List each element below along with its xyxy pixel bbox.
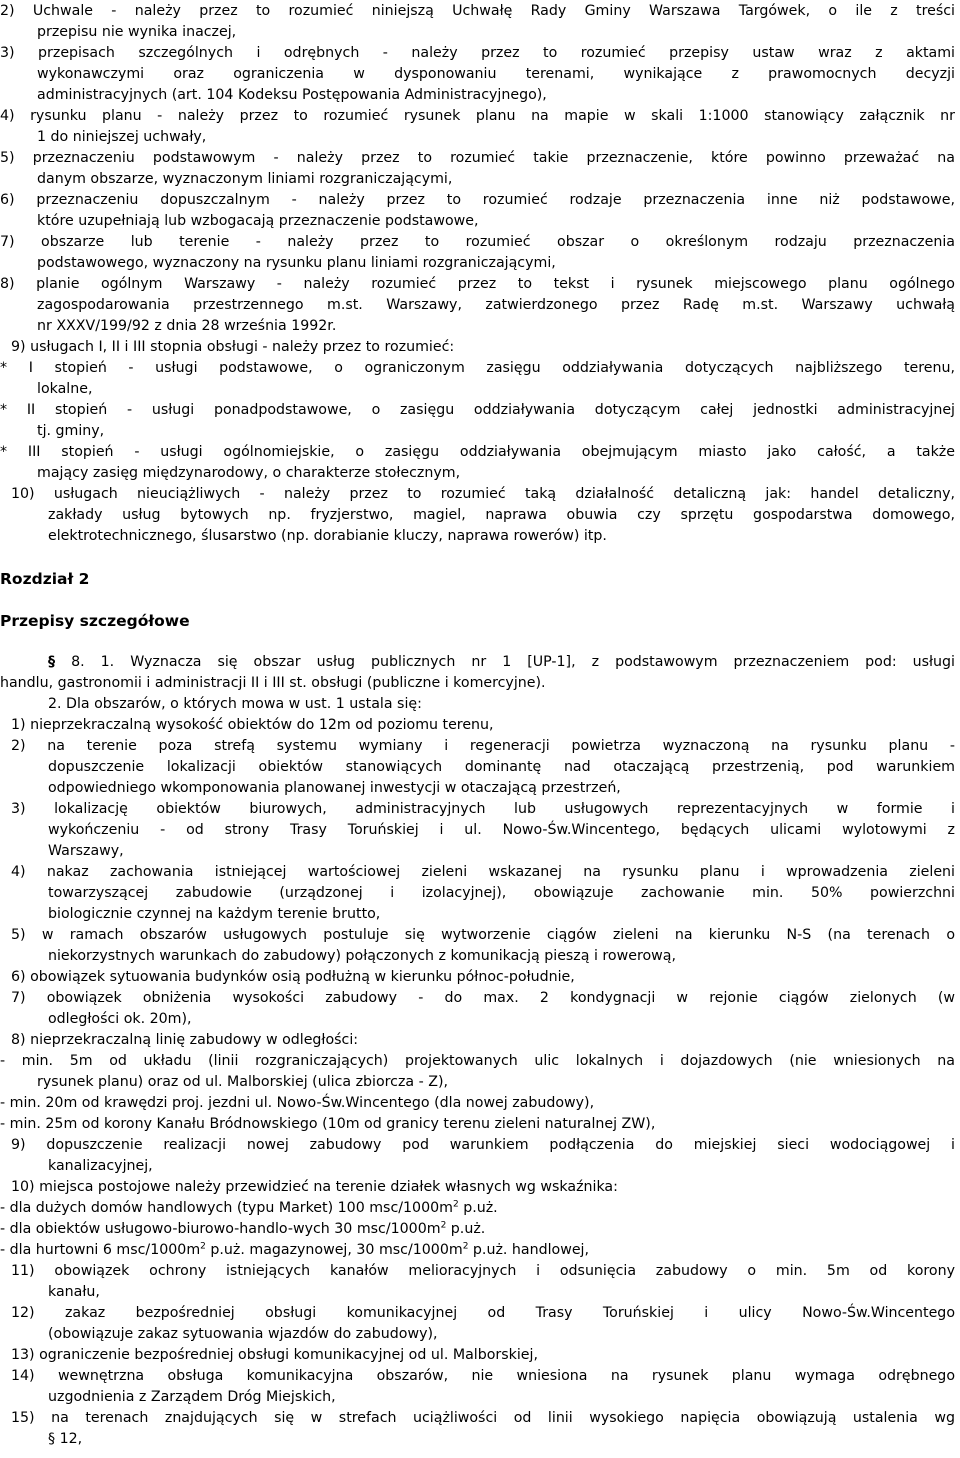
- definition-item-2-cont: przepisu nie wynika inaczej,: [37, 24, 237, 40]
- service-level-2: * II stopień - usługi ponadpodstawowe, o zasięgu oddziaływania dotyczącym całej jednostki administracyjnej: [0, 402, 955, 418]
- rule-item-15: 15) na terenach znajdujących się w strefach uciążliwości od linii wysokiego napięcia obowiązują ustalenia wg: [11, 1410, 955, 1426]
- rule-item-11-cont: kanału,: [48, 1284, 100, 1300]
- definition-item-2: 2) Uchwale - należy przez to rozumieć niniejszą Uchwałę Rady Gminy Warszawa Targówek, o ile z treści: [0, 3, 955, 19]
- service-level-1: * I stopień - usługi podstawowe, o ograniczonym zasięgu oddziaływania dotyczących najbliższego terenu,: [0, 360, 955, 376]
- service-level-3: * III stopień - usługi ogólnomiejskie, o zasięgu oddziaływania obejmującym miasto jako całość, a także: [0, 444, 955, 460]
- definition-item-8: 8) planie ogólnym Warszawy - należy rozumieć przez to tekst i rysunek miejscowego planu ogólnego: [0, 276, 955, 292]
- paragraph-8-intro-cont: handlu, gastronomii i administracji II i III st. obsługi (publiczne i komercyjne).: [0, 675, 546, 691]
- setback-5m: - min. 5m od układu (linii rozgraniczających) projektowanych ulic lokalnych i dojazdowych (nie wniesionych na: [0, 1053, 955, 1069]
- setback-25m: - min. 25m od korony Kanału Bródnowskiego (10m od granicy terenu zieleni naturalnej ZW),: [0, 1116, 656, 1132]
- definition-item-3-cont: wykonawczymi oraz ograniczenia w dysponowaniu terenami, wynikające z prawomocnych decyzji: [37, 66, 955, 82]
- rule-item-14: 14) wewnętrzna obsługa komunikacyjna obszarów, nie wniesiona na rysunek planu wymaga odrębnego: [11, 1368, 955, 1384]
- definition-item-5: 5) przeznaczeniu podstawowym - należy przez to rozumieć takie przeznaczenie, które powinno przeważać na: [0, 150, 955, 166]
- definition-item-10-cont: elektrotechnicznego, ślusarstwo (np. dorabianie kluczy, naprawa rowerów) itp.: [48, 528, 607, 544]
- rule-item-7: 7) obowiązek obniżenia wysokości zabudowy - do max. 2 kondygnacji w rejonie ciągów zielonych (w: [11, 990, 955, 1006]
- definition-item-10: 10) usługach nieuciążliwych - należy przez to rozumieć taką działalność detaliczną jak: handel detaliczny,: [11, 486, 955, 502]
- definition-item-4: 4) rysunku planu - należy przez to rozumieć rysunek planu na mapie w skali 1:1000 stanowiący załącznik nr: [0, 108, 955, 124]
- rule-item-1: 1) nieprzekraczalną wysokość obiektów do 12m od poziomu terenu,: [11, 717, 494, 733]
- paragraph-8-text: 8. 1. Wyznacza się obszar usług publicznych nr 1 [UP-1], z podstawowym przeznaczeniem pod: usługi: [55, 654, 955, 670]
- rule-item-5-cont: niekorzystnych warunkach do zabudowy) połączonych z komunikacją pieszą i rowerową,: [48, 948, 676, 964]
- rule-item-9: 9) dopuszczenie realizacji nowej zabudowy pod warunkiem podłączenia do miejskiej sieci wodociągowej i: [11, 1137, 955, 1153]
- rule-item-2-cont: odpowiedniego wkomponowania planowanej inwestycji w otaczającą przestrzeń,: [48, 780, 621, 796]
- definition-item-6: 6) przeznaczeniu dopuszczalnym - należy przez to rozumieć rodzaje przeznaczenia inne niż podstawowe,: [0, 192, 955, 208]
- parking-ratio-wholesale: - dla hurtowni 6 msc/$1000m^2$ p.uż. magazynowej, 30 msc/$1000m^2$ p.uż. handlowej,: [0, 1241, 589, 1258]
- rule-item-3-cont: Warszawy,: [48, 843, 124, 859]
- definition-item-4-cont: 1 do niniejszej uchwały,: [37, 129, 207, 145]
- paragraph-8-intro: [48, 651, 955, 673]
- rule-item-8: 8) nieprzekraczalną linię zabudowy w odległości:: [11, 1032, 359, 1048]
- rule-item-12-cont: (obowiązuje zakaz sytuowania wjazdów do zabudowy),: [48, 1326, 438, 1342]
- chapter-heading: Rozdział 2: [0, 570, 90, 588]
- rule-item-4-cont: biologicznie czynnej na każdym terenie brutto,: [48, 906, 381, 922]
- definition-item-9: 9) usługach I, II i III stopnia obsługi - należy przez to rozumieć:: [11, 339, 455, 355]
- rule-item-12: 12) zakaz bezpośredniej obsługi komunikacyjnej od Trasy Toruńskiej i ulicy Nowo-Św.Wincentego: [11, 1305, 955, 1321]
- rule-item-15-cont: § 12,: [48, 1431, 83, 1447]
- definition-item-3-cont: administracyjnych (art. 104 Kodeksu Postępowania Administracyjnego),: [37, 87, 547, 103]
- rule-item-3-cont: wykończeniu - od strony Trasy Toruńskiej i ul. Nowo-Św.Wincentego, będących ulicami wylotowymi z: [48, 822, 955, 838]
- rule-item-3: 3) lokalizację obiektów biurowych, administracyjnych lub usługowych reprezentacyjnych w formie i: [11, 801, 955, 817]
- rule-item-9-cont: kanalizacyjnej,: [48, 1158, 153, 1174]
- parking-ratio-office: - dla obiektów usługowo-biurowo-handlo-wych 30 msc/$1000m^2$ p.uż.: [0, 1220, 486, 1237]
- section-heading: Przepisy szczegółowe: [0, 612, 190, 630]
- rule-item-5: 5) w ramach obszarów usługowych postuluje się wytworzenie ciągów zieleni na kierunku N-S (na terenach o: [11, 927, 955, 943]
- rule-item-4-cont: towarzyszącej zabudowie (urządzonej i izolacyjnej), obowiązuje zachowanie min. 50% powierzchni: [48, 885, 955, 901]
- rule-item-13: 13) ograniczenie bezpośredniej obsługi komunikacyjnej od ul. Malborskiej,: [11, 1347, 538, 1363]
- definition-item-7: 7) obszarze lub terenie - należy przez to rozumieć obszar o określonym rodzaju przeznaczenia: [0, 234, 955, 250]
- rule-item-4: 4) nakaz zachowania istniejącej wartościowej zieleni wskazanej na rysunku planu i wprowadzenia zieleni: [11, 864, 955, 880]
- definition-item-5-cont: danym obszarze, wyznaczonym liniami rozgraniczającymi,: [37, 171, 453, 187]
- rule-item-2: 2) na terenie poza strefą systemu wymiany i regeneracji powietrza wyznaczoną na rysunku planu -: [11, 738, 955, 754]
- parking-ratio-market: - dla dużych domów handlowych (typu Market) 100 msc/$1000m^2$ p.uż.: [0, 1199, 498, 1216]
- rule-item-6: 6) obowiązek sytuowania budynków osią podłużną w kierunku północ-południe,: [11, 969, 575, 985]
- service-level-1-cont: lokalne,: [37, 381, 93, 397]
- paragraph-8-ust-2: 2. Dla obszarów, o których mowa w ust. 1 ustala się:: [48, 696, 422, 712]
- paragraph-number: §: [48, 654, 56, 670]
- rule-item-2-cont: dopuszczenie lokalizacji obiektów stanowiących dominantę nad otaczającą przestrzenią, pod warunkiem: [48, 759, 955, 775]
- definition-item-8-cont: nr XXXV/199/92 z dnia 28 września 1992r.: [37, 318, 337, 334]
- rule-item-10: 10) miejsca postojowe należy przewidzieć na terenie działek własnych wg wskaźnika:: [11, 1179, 618, 1195]
- rule-item-11: 11) obowiązek ochrony istniejących kanałów melioracyjnych i odsunięcia zabudowy o min. 5m od korony: [11, 1263, 955, 1279]
- setback-5m-cont: rysunek planu) oraz od ul. Malborskiej (ulica zbiorcza - Z),: [37, 1074, 449, 1090]
- setback-20m: - min. 20m od krawędzi proj. jezdni ul. Nowo-Św.Wincentego (dla nowej zabudowy),: [0, 1095, 595, 1111]
- definition-item-8-cont: zagospodarowania przestrzennego m.st. Warszawy, zatwierdzonego przez Radę m.st. Warszawy uchwałą: [37, 297, 955, 313]
- rule-item-14-cont: uzgodnienia z Zarządem Dróg Miejskich,: [48, 1389, 336, 1405]
- service-level-2-cont: tj. gminy,: [37, 423, 105, 439]
- definition-item-6-cont: które uzupełniają lub wzbogacają przeznaczenie podstawowe,: [37, 213, 479, 229]
- definition-item-3: 3) przepisach szczególnych i odrębnych - należy przez to rozumieć przepisy ustaw wraz z aktami: [0, 45, 955, 61]
- definition-item-10-cont: zakłady usług bytowych np. fryzjerstwo, magiel, naprawa obuwia czy sprzętu gospodarstwa domowego,: [48, 507, 955, 523]
- rule-item-7-cont: odległości ok. 20m),: [48, 1011, 192, 1027]
- definition-item-7-cont: podstawowego, wyznaczony na rysunku planu liniami rozgraniczającymi,: [37, 255, 556, 271]
- service-level-3-cont: mający zasięg międzynarodowy, o charakterze stołecznym,: [37, 465, 461, 481]
